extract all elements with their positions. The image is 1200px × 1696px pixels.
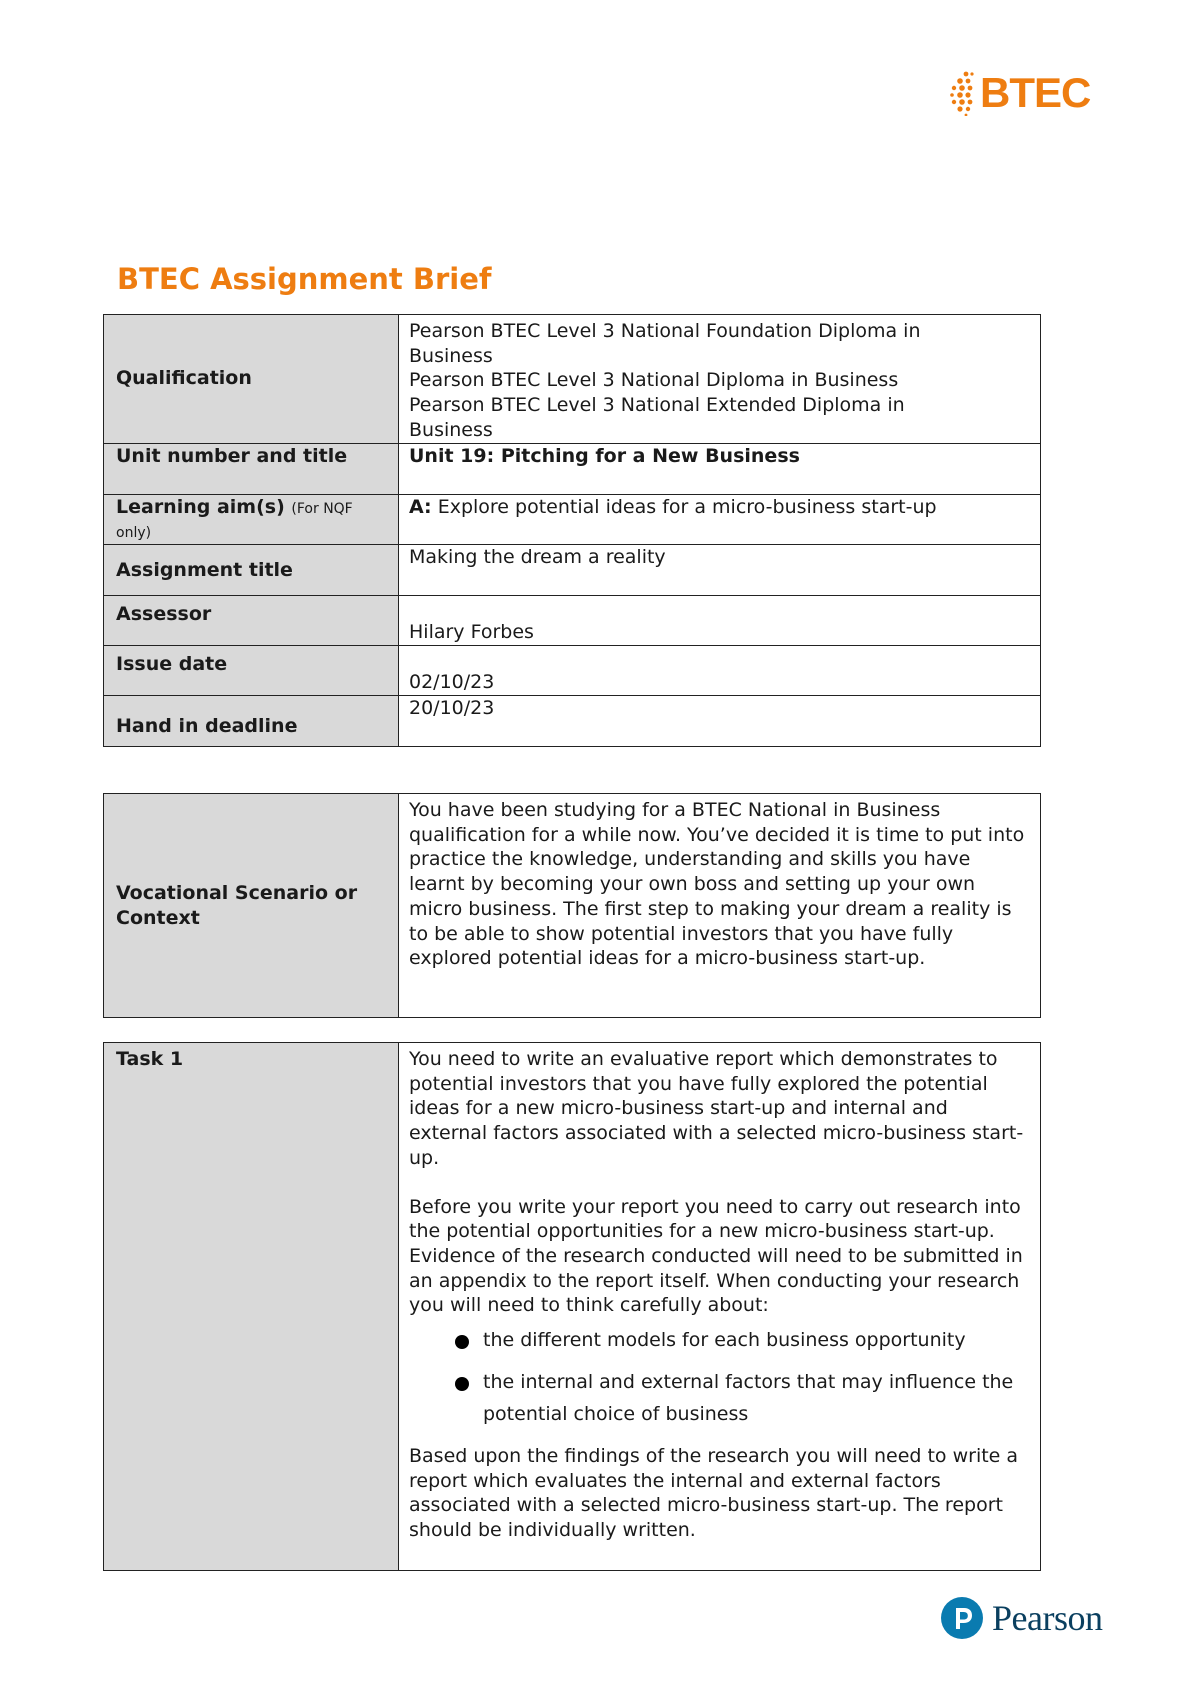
btec-logo — [948, 70, 1090, 116]
pearson-logo — [940, 1596, 1102, 1640]
pearson-p-icon — [940, 1596, 984, 1640]
issue-date-label: Issue date — [104, 645, 399, 695]
row-assessor — [104, 595, 1041, 645]
learning-aim-code: A: — [409, 495, 432, 518]
scenario-text: You have been studying for a BTEC National in Business qualification for a while now. You’ve decided it is time to put into practice the knowledge, understanding and skills you have learnt by becoming your own boss and setting up your own micro business. The first step to making your dream a reality is to be able to show potential investors that you have fully explored potential ideas for a micro-business start-up. — [399, 794, 1041, 1018]
task-table — [103, 1042, 1041, 1571]
learning-aim-label-text: Learning aim(s) — [116, 495, 285, 518]
row-task-1 — [104, 1043, 1041, 1571]
assessor-value: Hilary Forbes — [399, 595, 1041, 645]
row-scenario — [104, 794, 1041, 1018]
scenario-table — [103, 793, 1041, 1018]
qualification-line: Pearson BTEC Level 3 National Extended Diploma in — [409, 394, 905, 417]
qualification-line: Business — [409, 344, 493, 367]
qualification-line: Pearson BTEC Level 3 National Foundation Diploma in — [409, 320, 921, 342]
page-title: BTEC Assignment Brief — [117, 262, 492, 296]
list-item: the internal and external factors that may influence the potential choice of business — [449, 1366, 1030, 1430]
qualification-line: Business — [409, 418, 493, 441]
assessor-label: Assessor — [104, 595, 399, 645]
row-learning-aim — [104, 494, 1041, 544]
scenario-label: Vocational Scenario or Context — [104, 794, 399, 1018]
pearson-logo-text: Pearson — [992, 1598, 1103, 1638]
deadline-label: Hand in deadline — [104, 695, 399, 746]
row-issue-date — [104, 645, 1041, 695]
qualification-label: Qualification — [104, 315, 399, 444]
unit-value: Unit 19: Pitching for a New Business — [399, 443, 1041, 494]
learning-aim-note: (For NQF only) — [116, 500, 353, 542]
list-item: the different models for each business opportunity — [449, 1324, 1030, 1356]
unit-label: Unit number and title — [104, 443, 399, 494]
row-unit — [104, 443, 1041, 494]
task-content — [399, 1043, 1041, 1571]
task-label: Task 1 — [104, 1043, 399, 1571]
assignment-info-table — [103, 314, 1041, 747]
assignment-title-label: Assignment title — [104, 544, 399, 595]
task-paragraph: You need to write an evaluative report which demonstrates to potential investors that you have fully explored the potential ideas for a new micro-business start-up and internal and external factors associated with a selected micro-business start-up. — [409, 1048, 1024, 1169]
qualification-value — [399, 315, 1041, 444]
learning-aim-text: Explore potential ideas for a micro-business start-up — [437, 495, 937, 518]
qualification-line: Pearson BTEC Level 3 National Diploma in Business — [409, 369, 899, 392]
task-bullet-list — [409, 1324, 1030, 1430]
deadline-value: 20/10/23 — [399, 695, 1041, 746]
row-assignment-title — [104, 544, 1041, 595]
btec-dots-icon — [948, 70, 974, 116]
task-paragraph: Based upon the findings of the research you will need to write a report which evaluates the internal and external factors associated with a selected micro-business start-up. The report should be individually written. — [409, 1445, 1019, 1542]
row-qualification — [104, 315, 1041, 444]
learning-aim-label — [104, 494, 399, 544]
learning-aim-value — [399, 494, 1041, 544]
task-paragraph: Before you write your report you need to carry out research into the potential opportunities for a new micro-business start-up. Evidence of the research conducted will need to be submitted in an appendix to the report itself. When conducting your research you will need to think carefully about: — [409, 1195, 1023, 1317]
assignment-title-value: Making the dream a reality — [399, 544, 1041, 595]
btec-logo-text: BTEC — [980, 69, 1091, 116]
issue-date-value: 02/10/23 — [399, 645, 1041, 695]
row-hand-in-deadline — [104, 695, 1041, 746]
